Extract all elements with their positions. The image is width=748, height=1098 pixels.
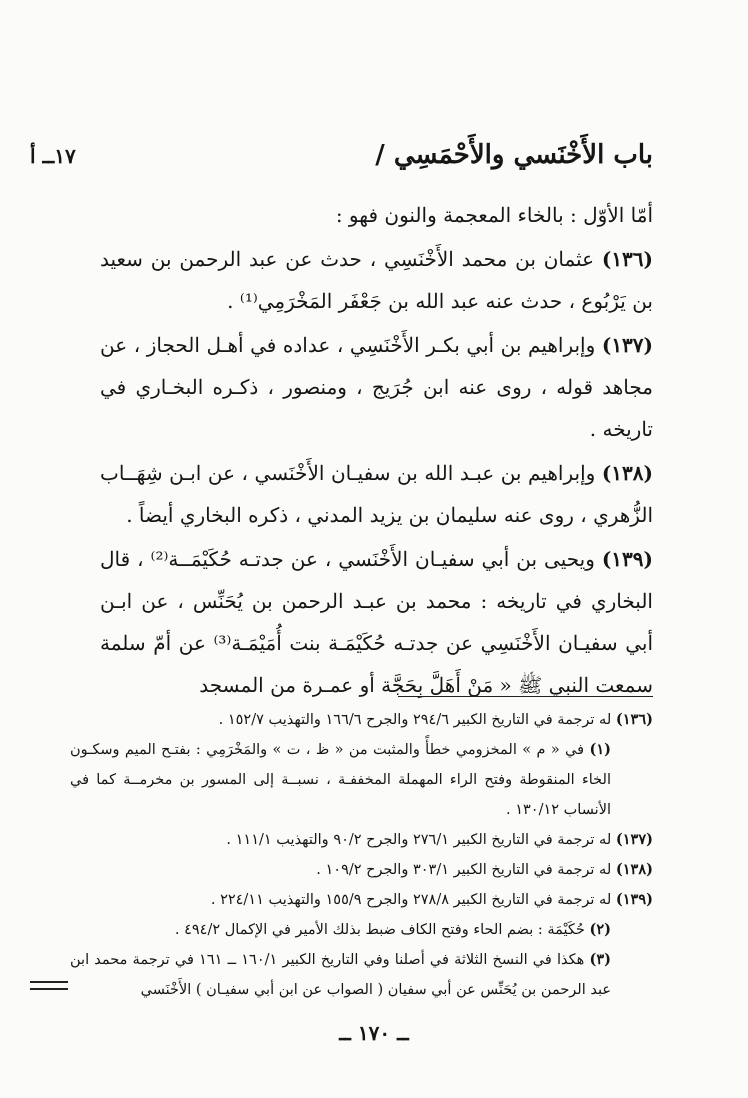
footnote-number: (١٣٩)	[615, 891, 653, 908]
footnote-text: له ترجمة في التاريخ الكبير ٢٧٨/٨ والجرح ١٥٥/٩ والتهذيب ٢٢٤/١١ .	[210, 892, 612, 908]
footnote-number: (١)	[589, 741, 611, 758]
footnote	[70, 825, 653, 855]
entry-137	[100, 324, 653, 450]
footnotes	[70, 705, 653, 1005]
entry-text: ويحيى بن أبي سفيـان الأَخْنَسي ، عن جدتـه حُكَيْمَــة⁽²⁾ ، قال البخاري في تاريخه : محمد بن عبـد الرحمن بن يُحَنِّس ، عن ابـن أبي سفيـان الأَخْنَسِي عن جدتـه حُكَيْمَـة بنت أُمَيْمَـة⁽³⁾ عن أمّ سلمة سمعت النبي ﷺ « مَنْ أَهَلَّ بِحَجَّة أو عمـرة من المسجد	[100, 547, 653, 697]
entry-text: وإبراهيم بن عبـد الله بن سفيـان الأَخْنَسي ، عن ابـن شِهَــاب الزُّهري ، روى عنه سليمان بن يزيد المدني ، ذكره البخاري أيضاً .	[100, 461, 653, 527]
footnote-number: (١٣٨)	[615, 861, 653, 878]
footnote-text: له ترجمة في التاريخ الكبير ٣٠٣/١ والجرح ١٠٩/٢ .	[316, 862, 612, 878]
footnote-text: له ترجمة في التاريخ الكبير ٢٩٤/٦ والجرح ١٦٦/٦ والتهذيب ١٥٢/٧ .	[218, 712, 612, 728]
footnote	[70, 855, 653, 885]
footnote	[70, 705, 653, 735]
entry-138	[100, 452, 653, 536]
entry-text: عثمان بن محمد الأَخْنَسِي ، حدث عن عبد الرحمن بن سعيد بن يَرْبُوع ، حدث عنه عبد الله بن جَعْفَر المَخْرَمِي⁽¹⁾ .	[100, 247, 653, 313]
entry-number: (١٣٨)	[601, 461, 653, 485]
entry-number: (١٣٩)	[601, 547, 653, 571]
entry-number: (١٣٦)	[601, 247, 654, 271]
footnote-text: له ترجمة في التاريخ الكبير ٢٧٦/١ والجرح ٩٠/٢ والتهذيب ١١١/١ .	[226, 832, 612, 848]
footnote-separator	[398, 696, 653, 697]
entry-136	[100, 238, 653, 322]
intro-line: أمّا الأوّل : بالخاء المعجمة والنون فهو :	[335, 203, 653, 227]
footnote-number: (٢)	[589, 921, 611, 938]
footnote-number: (١٣٧)	[615, 831, 653, 848]
footnote	[70, 915, 653, 945]
footnote	[70, 885, 653, 915]
page-number: ــ ١٧٠ ــ	[339, 1021, 409, 1045]
footnote-number: (٣)	[589, 951, 611, 968]
entry-number: (١٣٧)	[601, 333, 654, 357]
chapter-title: باب الأَخْنَسي والأَحْمَسِي /	[375, 140, 653, 170]
footnote-number: (١٣٦)	[615, 711, 653, 728]
continuation-mark	[30, 981, 68, 990]
footnote	[70, 735, 653, 825]
footnote-text: هكذا في النسخ الثلاثة في أصلنا وفي التاريخ الكبير ١٦٠/١ ــ ١٦١ في ترجمة محمد ابن عبد الرحمن بن يُحَنِّس عن أبي سفيان ( الصواب عن ابن أبي سفيـان ) الأَخْنَسي	[70, 952, 611, 998]
folio-mark: ١٧ــ أ	[30, 144, 76, 168]
page-header	[30, 140, 653, 180]
main-text	[100, 198, 653, 706]
footnote	[70, 945, 653, 1005]
entry-139	[100, 538, 653, 706]
footnote-text: حُكَيْمَة : بضم الحاء وفتح الكاف ضبط بذلك الأمير في الإكمال ٤٩٤/٢ .	[174, 922, 585, 938]
footnote-text: في « م » المخزومي خطأً والمثبت من « ظ ، ت » والمَخْرَمِي : بفتـح الميم وسكـون الخاء المنقوطة وفتح الراء المهملة المخففـة ، نسبــة إلى المسور بن مخرمــة كما في الأنساب ١٣٠/١٢ .	[70, 742, 611, 818]
entry-text: وإبراهيم بن أبي بكـر الأَخْنَسِي ، عداده في أهـل الحجاز ، عن مجاهد قوله ، روى عنه ابن جُرَيج ، ومنصور ، ذكـره البخـاري في تاريخه .	[100, 333, 653, 441]
